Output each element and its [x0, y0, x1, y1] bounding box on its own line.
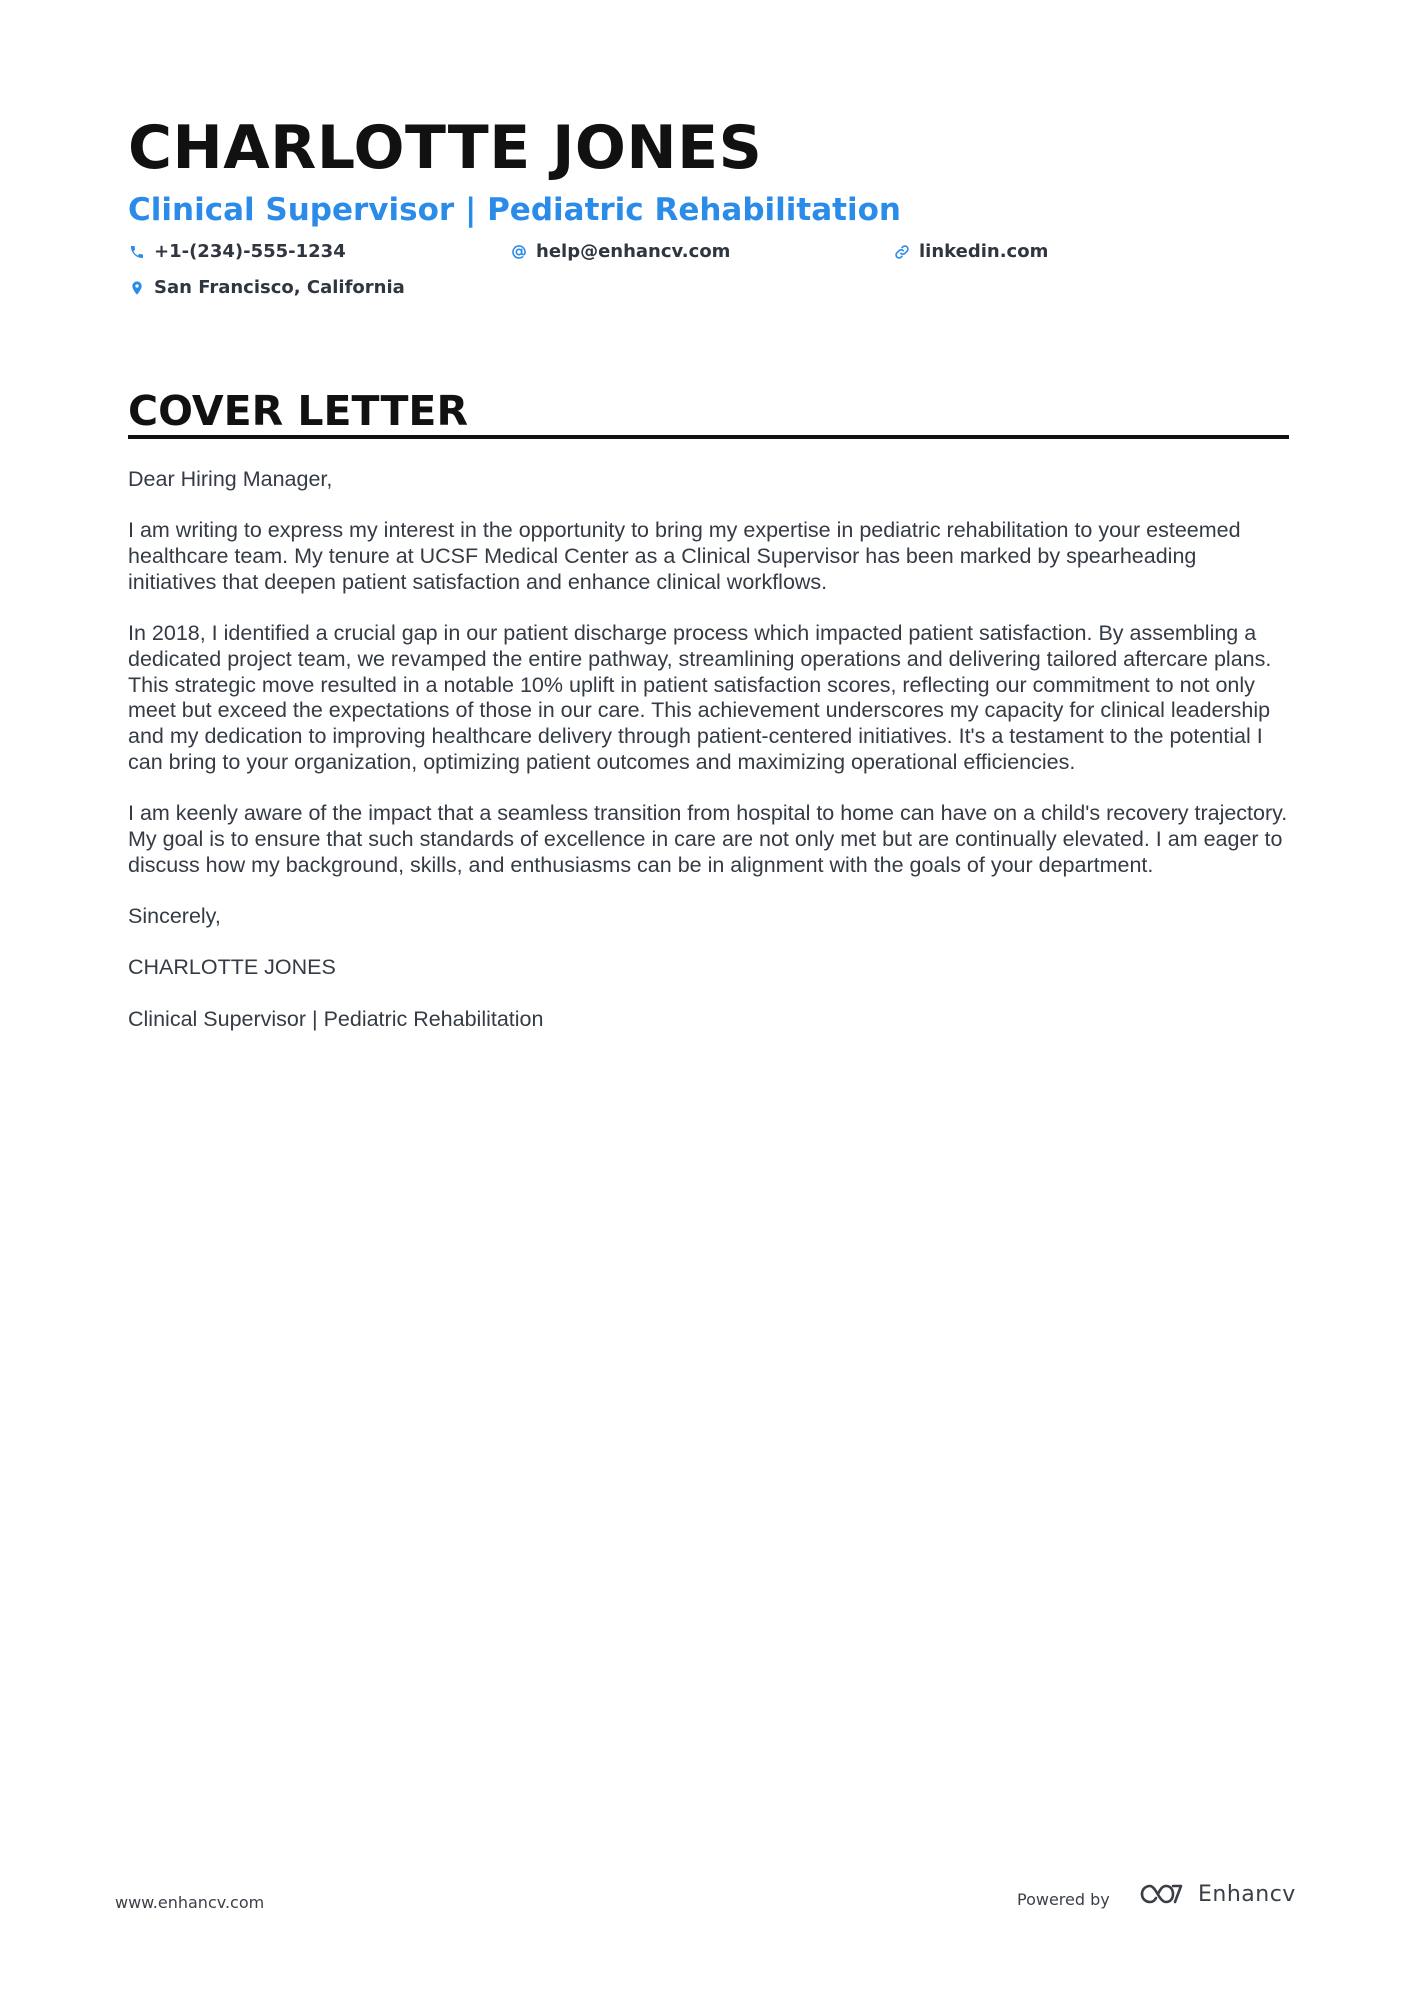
candidate-title: Clinical Supervisor | Pediatric Rehabilitation — [128, 192, 901, 228]
letter-paragraph: In 2018, I identified a crucial gap in our patient discharge process which impacted patient satisfaction. By assembling a dedicated project team, we revamped the entire pathway, streamlining operations and delivering tailored aftercare plans. This strategic move resulted in a notable 10% uplift in patient satisfaction scores, reflecting our commitment to not only meet but exceed the expectations of those in our care. This achievement underscores my capacity for clinical leadership and my dedication to improving healthcare delivery through patient-centered initiatives. It's a testament to the potential I can bring to your organization, optimizing patient outcomes and maximizing operational efficiencies. — [128, 621, 1272, 774]
section-divider — [128, 435, 1289, 439]
signature-name: CHARLOTTE JONES — [128, 955, 336, 980]
at-icon — [510, 243, 528, 261]
website-text: linkedin.com — [919, 241, 1049, 262]
link-icon — [893, 243, 911, 261]
letter-body — [128, 467, 1288, 1058]
map-pin-icon — [128, 279, 146, 297]
signature-title: Clinical Supervisor | Pediatric Rehabilitation — [128, 1006, 544, 1031]
letter-paragraph: I am keenly aware of the impact that a seamless transition from hospital to home can have on a child's recovery trajectory. My goal is to ensure that such standards of excellence in care are not only met but are continually elevated. I am eager to discuss how my background, skills, and enthusiasms can be in alignment with the goals of your department. — [128, 801, 1288, 877]
location-text: San Francisco, California — [154, 277, 405, 298]
contact-email — [510, 240, 730, 264]
contact-phone — [128, 240, 346, 264]
footer-brand-logo — [1138, 1880, 1296, 1908]
footer-brand-name: Enhancv — [1198, 1881, 1296, 1907]
candidate-name: CHARLOTTE JONES — [128, 113, 763, 183]
section-title: COVER LETTER — [128, 387, 469, 435]
phone-icon — [128, 243, 146, 261]
email-text: help@enhancv.com — [536, 241, 731, 262]
letter-greeting: Dear Hiring Manager, — [128, 467, 333, 491]
phone-text: +1-(234)-555-1234 — [154, 241, 346, 262]
footer-powered-by: Powered by — [1017, 1890, 1110, 1909]
contact-location — [128, 276, 405, 300]
footer-url: www.enhancv.com — [115, 1893, 265, 1912]
letter-closing: Sincerely, — [128, 903, 221, 928]
enhancv-logo-icon — [1138, 1880, 1186, 1908]
letter-paragraph: I am writing to express my interest in the opportunity to bring my expertise in pediatric rehabilitation to your esteemed healthcare team. My tenure at UCSF Medical Center as a Clinical Supervisor has been marked by spearheading initiatives that deepen patient satisfaction and enhance clinical workflows. — [128, 518, 1241, 594]
contact-website — [893, 240, 1048, 264]
